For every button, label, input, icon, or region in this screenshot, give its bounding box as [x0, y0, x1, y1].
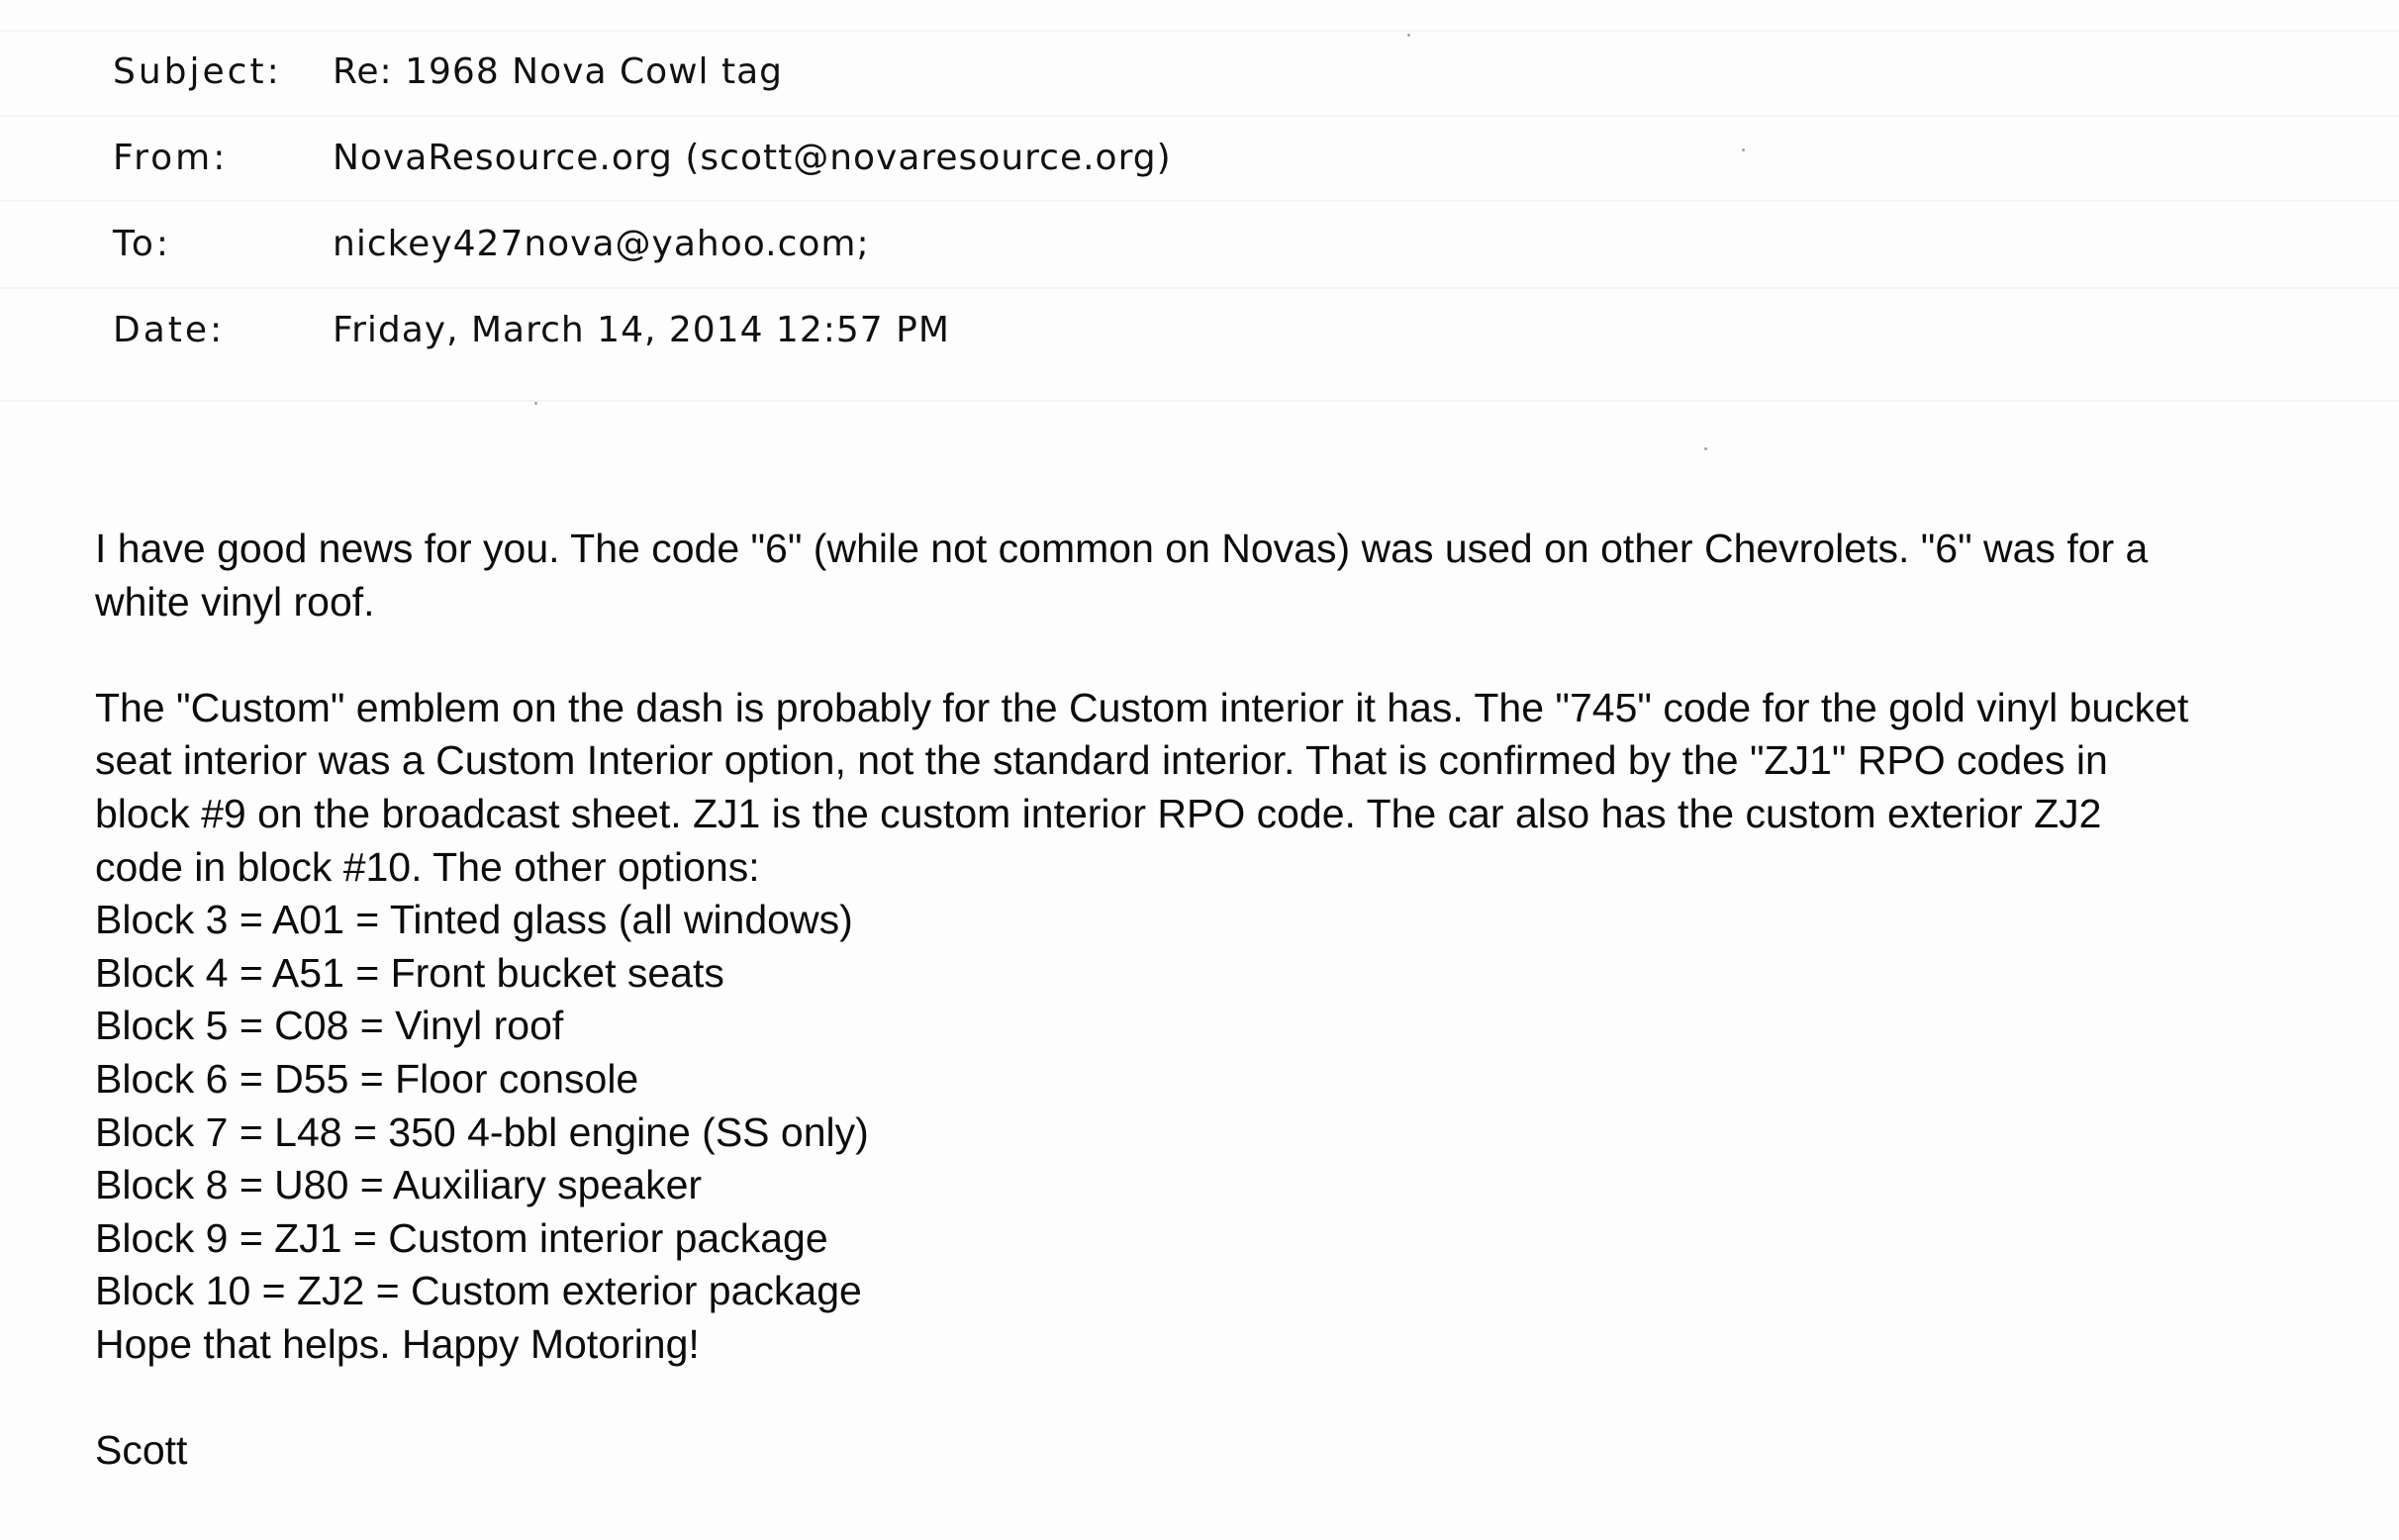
date-row	[113, 310, 1894, 396]
body-line: code in block #10. The other options:	[95, 843, 760, 890]
body-line: The "Custom" emblem on the dash is probably for the Custom interior it has. The "745" code for the gold vinyl bucket	[95, 684, 2189, 730]
option-item: Block 5 = C08 = Vinyl roof	[95, 1003, 564, 1049]
body-line: seat interior was a Custom Interior option, not the standard interior. That is confirmed by the "ZJ1" RPO codes in	[95, 737, 2108, 784]
options-list	[95, 894, 2361, 1318]
signature	[95, 1424, 2361, 1478]
subject-value: Re: 1968 Nova Cowl tag	[333, 51, 784, 92]
to-label: To:	[113, 224, 172, 264]
to-row	[113, 224, 1894, 310]
to-value: nickey427nova@yahoo.com;	[333, 224, 870, 264]
scan-speck	[1407, 34, 1410, 37]
option-item: Block 10 = ZJ2 = Custom exterior package	[95, 1268, 862, 1314]
closing-line	[95, 1318, 2361, 1372]
from-value: NovaResource.org (scott@novaresource.org)	[333, 138, 1172, 178]
option-item: Block 9 = ZJ1 = Custom interior package	[95, 1214, 828, 1261]
signature-text: Scott	[95, 1427, 188, 1474]
subject-label: Subject:	[113, 51, 282, 92]
date-label: Date:	[113, 310, 226, 350]
option-item: Block 8 = U80 = Auxiliary speaker	[95, 1162, 703, 1208]
option-item: Block 7 = L48 = 350 4-bbl engine (SS only)	[95, 1108, 869, 1155]
email-header	[113, 51, 1894, 396]
body-line: block #9 on the broadcast sheet. ZJ1 is the custom interior RPO code. The car also has the custom exterior ZJ2	[95, 790, 2102, 836]
email-body	[95, 523, 2361, 1478]
scan-streak	[0, 400, 2399, 402]
option-item: Block 3 = A01 = Tinted glass (all windows)	[95, 897, 853, 943]
closing-text: Hope that helps. Happy Motoring!	[95, 1320, 700, 1367]
option-item: Block 6 = D55 = Floor console	[95, 1055, 639, 1102]
scan-speck	[1704, 447, 1707, 450]
from-row	[113, 138, 1894, 224]
paragraph-good-news	[95, 523, 2361, 628]
scan-speck	[534, 402, 537, 405]
scan-streak	[0, 30, 2399, 32]
paragraph-custom-emblem	[95, 682, 2361, 894]
from-label: From:	[113, 138, 229, 178]
date-value: Friday, March 14, 2014 12:57 PM	[333, 310, 950, 350]
body-line: white vinyl roof.	[95, 578, 375, 625]
option-item: Block 4 = A51 = Front bucket seats	[95, 949, 724, 996]
body-line: I have good news for you. The code "6" (while not common on Novas) was used on other Chevrolets. "6" was for a	[95, 526, 2149, 571]
subject-row	[113, 51, 1894, 138]
